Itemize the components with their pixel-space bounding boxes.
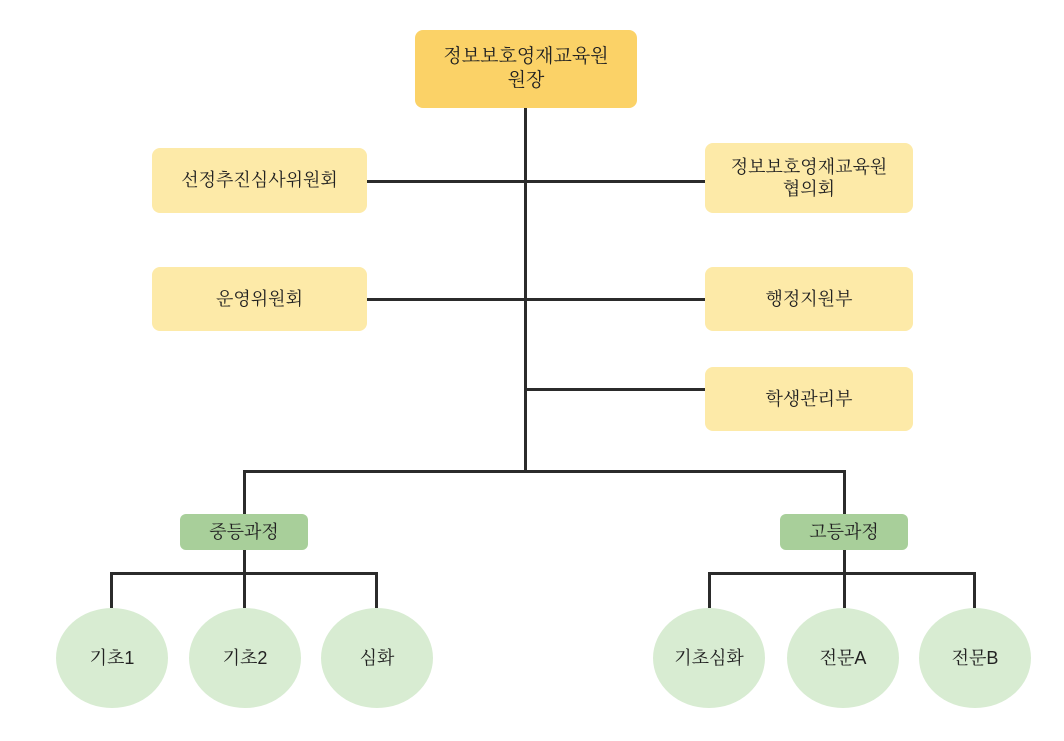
middle-child1-line [110, 572, 113, 608]
node-director-line2: 원장 [507, 70, 545, 91]
node-director-line1: 정보보호영재교육원 [443, 46, 609, 68]
node-middle-basic2[interactable]: 기초2 [189, 608, 301, 708]
high-child2-line [843, 572, 846, 608]
middle-child2-line [243, 572, 246, 608]
high-child1-line [708, 572, 711, 608]
high-course-stem-line [843, 549, 846, 574]
high-children-horizontal-line [708, 572, 976, 575]
node-high-professional-b[interactable]: 전문B [919, 608, 1031, 708]
high-child3-line [973, 572, 976, 608]
node-education-council-line1: 정보보호영재교육원 [730, 156, 888, 177]
high-course-drop-line [843, 470, 846, 514]
row2-horizontal-line [367, 298, 705, 301]
node-selection-committee[interactable]: 선정추진심사위원회 [152, 148, 367, 213]
node-middle-course[interactable]: 중등과정 [180, 514, 308, 550]
course-split-horizontal-line [243, 470, 846, 473]
middle-course-stem-line [243, 549, 246, 574]
node-steering-committee[interactable]: 운영위원회 [152, 267, 367, 331]
node-middle-advanced[interactable]: 심화 [321, 608, 433, 708]
node-education-council[interactable] [705, 143, 913, 213]
node-director[interactable] [415, 30, 637, 108]
node-middle-basic1[interactable]: 기초1 [56, 608, 168, 708]
node-student-management-dept[interactable]: 학생관리부 [705, 367, 913, 431]
node-high-course[interactable]: 고등과정 [780, 514, 908, 550]
node-education-council-line2: 협의회 [782, 179, 836, 199]
node-admin-support-dept[interactable]: 행정지원부 [705, 267, 913, 331]
middle-course-drop-line [243, 470, 246, 514]
node-high-professional-a[interactable]: 전문A [787, 608, 899, 708]
row3-horizontal-line [524, 388, 705, 391]
row1-horizontal-line [367, 180, 705, 183]
spine-vertical-line [524, 108, 527, 473]
node-high-basic-advanced[interactable]: 기초심화 [653, 608, 765, 708]
middle-child3-line [375, 572, 378, 608]
